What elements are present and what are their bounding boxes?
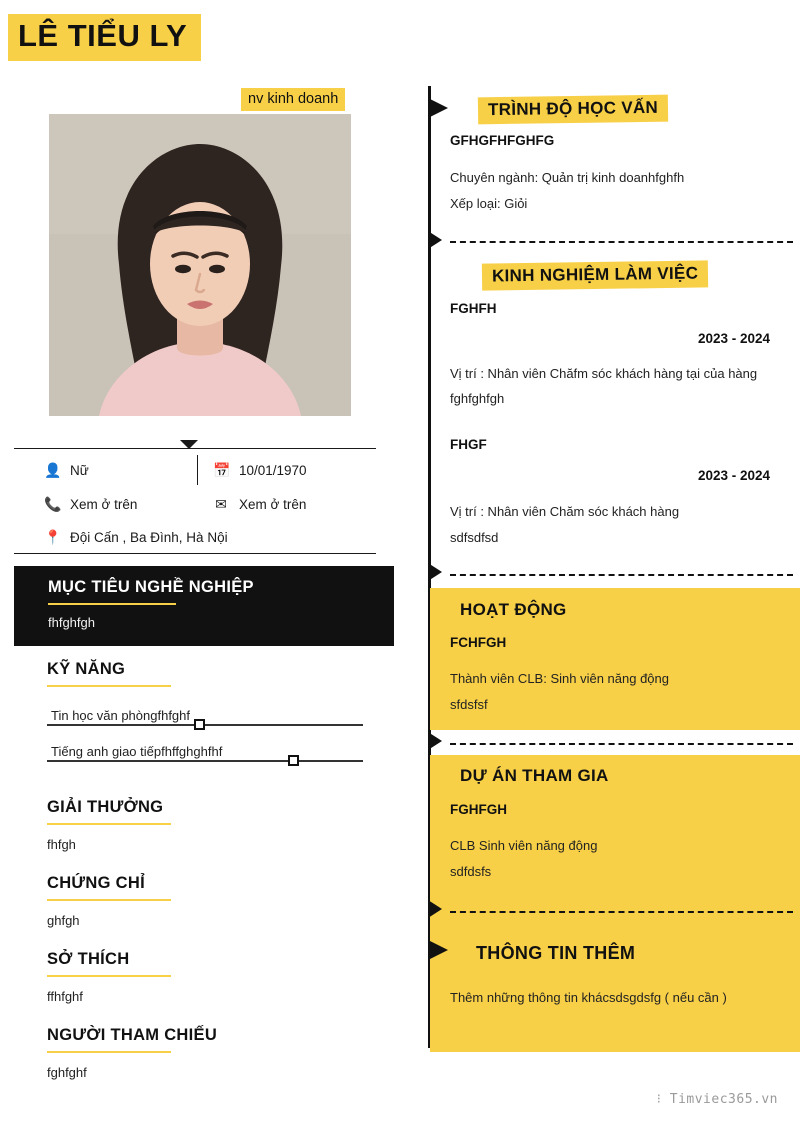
projects-title: DỰ ÁN THAM GIA	[460, 766, 609, 785]
divider-activities-projects	[450, 743, 793, 745]
awards-title-underline	[47, 823, 171, 825]
projects-line-2: sdfdsfs	[450, 864, 492, 879]
calendar-icon: 📅	[213, 462, 231, 478]
info-divider-bottom	[14, 553, 376, 554]
candidate-name: LÊ TIỂU LY	[18, 18, 188, 53]
objective-title-underline	[48, 603, 176, 605]
location-pin-icon: 📍	[44, 529, 62, 545]
section-skills	[47, 660, 171, 687]
info-dob	[213, 462, 307, 479]
experience-detail-1: fghfghfgh	[450, 391, 505, 406]
experience-title: KINH NGHIỆM LÀM VIỆC	[482, 260, 709, 290]
skill-label-1: Tin học văn phòngfhfghf	[51, 708, 191, 723]
skill-item-1	[47, 708, 363, 726]
activities-org: FCHFGH	[450, 635, 507, 650]
hobbies-title: SỞ THÍCH	[47, 950, 130, 968]
skill-bar-1	[47, 724, 363, 726]
skills-title: KỸ NĂNG	[47, 660, 126, 678]
hobbies-body: ffhfghf	[47, 989, 83, 1004]
education-grade: Xếp loại: Giỏi	[450, 196, 528, 211]
activities-title: HOẠT ĐỘNG	[460, 600, 567, 619]
objective-body: fhfghfgh	[48, 615, 95, 630]
section-certificates	[47, 874, 171, 928]
projects-line-1: CLB Sinh viên năng động	[450, 838, 598, 853]
projects-org: FGHFGH	[450, 802, 507, 817]
education-school: GFHGFHFGHFG	[450, 133, 555, 148]
arrow-icon-divider	[428, 900, 442, 918]
skill-knob-2[interactable]	[288, 755, 299, 766]
info-phone	[44, 496, 137, 513]
experience-date-1: 2023 - 2024	[698, 331, 771, 346]
arrow-icon-activities	[428, 563, 442, 581]
skill-item-2	[47, 744, 363, 762]
divider-projects-additional	[450, 911, 793, 913]
certificates-body: ghfgh	[47, 913, 80, 928]
info-address	[44, 529, 228, 546]
divider-experience-activities	[450, 574, 793, 576]
references-title: NGƯỜI THAM CHIẾU	[47, 1026, 218, 1044]
education-major: Chuyên ngành: Quản trị kinh doanhfghfh	[450, 170, 685, 185]
watermark	[657, 1092, 778, 1107]
arrow-icon-experience	[428, 231, 442, 249]
info-email-value: Xem ở trên	[239, 497, 307, 512]
envelope-icon: ✉	[215, 496, 227, 512]
profile-photo	[49, 114, 351, 416]
info-address-value: Đội Cấn , Ba Đình, Hà Nội	[70, 530, 228, 545]
awards-body: fhfgh	[47, 837, 76, 852]
experience-position-1: Vị trí : Nhân viên Chăfm sóc khách hàng tại của hàng	[450, 366, 758, 381]
hobbies-title-underline	[47, 975, 171, 977]
person-icon: 👤	[44, 462, 62, 478]
skill-knob-1[interactable]	[194, 719, 205, 730]
skill-bar-2	[47, 760, 363, 762]
references-body: fghfghf	[47, 1065, 87, 1080]
additional-body: Thêm những thông tin khácsdsgdsfg ( nếu cần )	[450, 990, 727, 1005]
experience-date-2: 2023 - 2024	[698, 468, 771, 483]
experience-detail-2: sdfsdfsd	[450, 530, 499, 545]
watermark-icon: ⁝	[656, 1092, 662, 1107]
activities-line-1: Thành viên CLB: Sinh viên năng động	[450, 671, 669, 686]
certificates-title-underline	[47, 899, 171, 901]
skill-label-2: Tiếng anh giao tiếpfhffghghfhf	[51, 744, 223, 759]
info-divider-top	[14, 448, 376, 449]
awards-title: GIẢI THƯỞNG	[47, 798, 164, 816]
activities-line-2: sfdsfsf	[450, 697, 488, 712]
arrow-icon-education	[428, 98, 448, 118]
certificates-title: CHỨNG CHỈ	[47, 874, 145, 892]
info-gender-value: Nữ	[70, 463, 89, 478]
education-title: TRÌNH ĐỘ HỌC VẤN	[478, 95, 668, 125]
section-references	[47, 1026, 217, 1080]
objective-title: MỤC TIÊU NGHỀ NGHIỆP	[48, 578, 254, 596]
section-hobbies	[47, 950, 171, 1004]
info-email	[213, 496, 306, 513]
references-title-underline	[47, 1051, 171, 1053]
skills-title-underline	[47, 685, 171, 687]
info-divider-vertical	[197, 455, 198, 485]
divider-education-experience	[450, 241, 793, 243]
section-awards	[47, 798, 171, 852]
additional-title: THÔNG TIN THÊM	[476, 943, 636, 963]
section-objective	[14, 566, 394, 646]
experience-company-1: FGHFH	[450, 301, 497, 316]
watermark-text: Timviec365.vn	[669, 1092, 778, 1107]
experience-company-2: FHGF	[450, 437, 487, 452]
right-column	[410, 0, 800, 1123]
job-title: nv kinh doanh	[241, 88, 345, 111]
arrow-icon-additional	[428, 940, 448, 960]
info-phone-value: Xem ở trên	[70, 497, 138, 512]
info-dob-value: 10/01/1970	[239, 463, 307, 478]
info-gender	[44, 462, 89, 479]
arrow-icon-projects	[428, 732, 442, 750]
experience-position-2: Vị trí : Nhân viên Chăm sóc khách hàng	[450, 504, 680, 519]
phone-icon: 📞	[44, 496, 62, 512]
